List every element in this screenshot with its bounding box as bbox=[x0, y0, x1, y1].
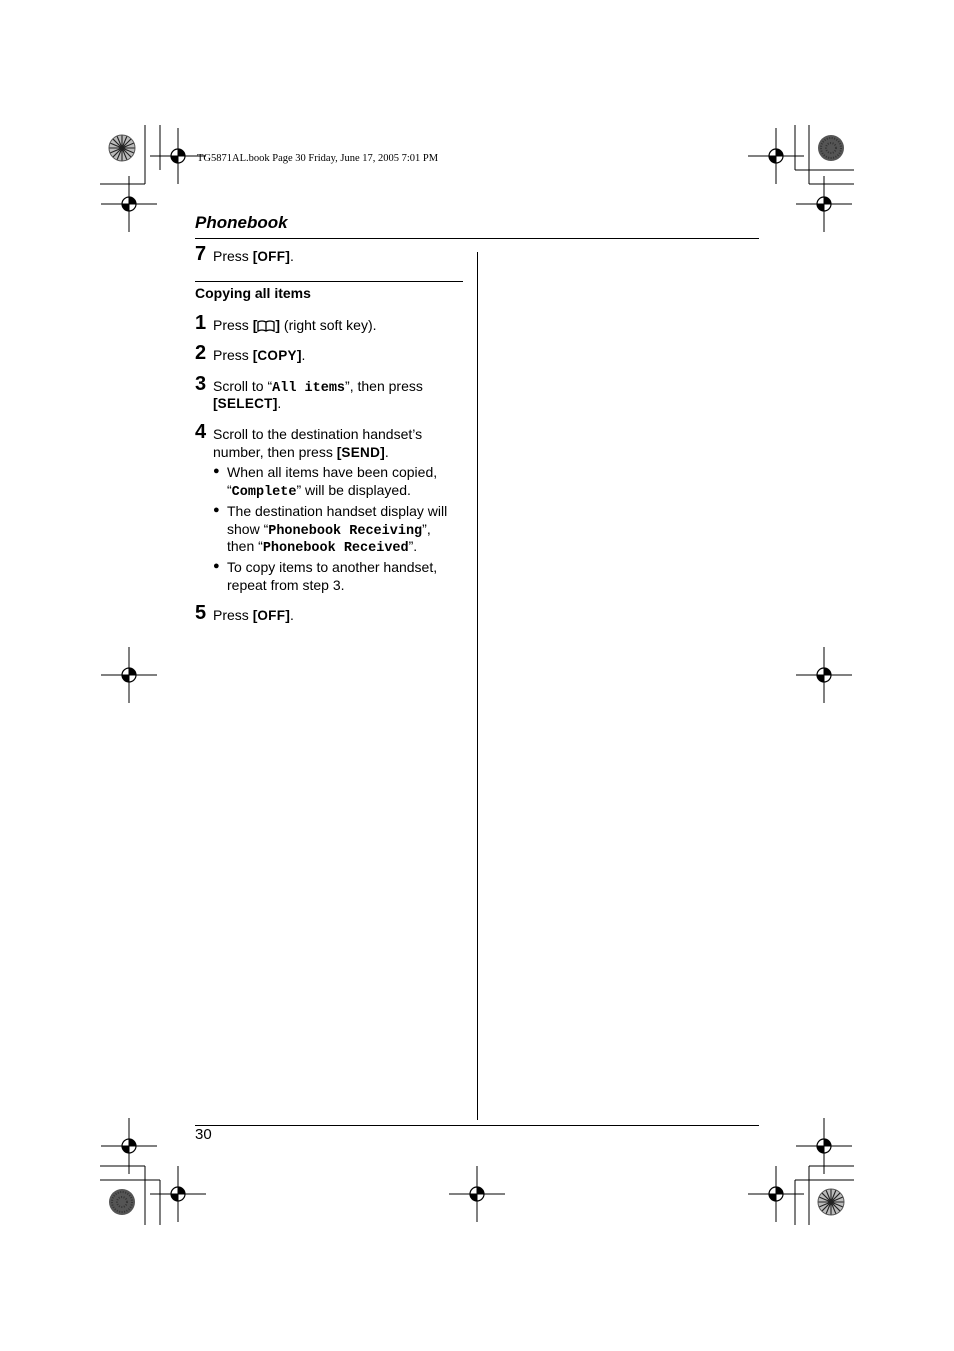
off-key: OFF bbox=[257, 249, 286, 264]
step-number: 3 bbox=[195, 373, 207, 395]
step-text: Press [ ] (right soft key). bbox=[213, 316, 377, 336]
bullet-text: When all items have been copied, bbox=[227, 464, 438, 480]
subsection-rule bbox=[195, 281, 463, 282]
off-key: OFF bbox=[257, 608, 286, 623]
bullet-text: “Complete” will be displayed. bbox=[227, 482, 411, 500]
display-text: Phonebook Receiving bbox=[268, 524, 423, 539]
step-text: Scroll to “All items”, then press bbox=[213, 378, 423, 396]
step-text: [SELECT]. bbox=[213, 395, 282, 411]
column-divider bbox=[477, 252, 478, 1120]
step-number: 2 bbox=[195, 342, 207, 364]
section-title: Phonebook bbox=[195, 213, 288, 232]
bullet-icon: ● bbox=[213, 465, 220, 477]
step-text: Press [OFF]. bbox=[213, 248, 294, 264]
display-text: Phonebook Received bbox=[262, 541, 409, 556]
step-number: 4 bbox=[195, 421, 207, 443]
step-text: Press [COPY]. bbox=[213, 347, 306, 363]
select-key: SELECT bbox=[217, 396, 273, 411]
step-text: number, then press [SEND]. bbox=[213, 444, 389, 460]
send-key: SEND bbox=[341, 445, 381, 460]
bullet-icon: ● bbox=[213, 560, 220, 572]
page-number: 30 bbox=[195, 1126, 212, 1143]
display-text: All items bbox=[272, 381, 346, 396]
copy-key: COPY bbox=[257, 348, 297, 363]
step-number: 7 bbox=[195, 243, 207, 265]
subsection-heading: Copying all items bbox=[195, 285, 311, 301]
phonebook-icon bbox=[257, 318, 275, 336]
footer-rule bbox=[195, 1125, 759, 1126]
bullet-text: The destination handset display will bbox=[227, 503, 448, 519]
step-number: 1 bbox=[195, 312, 207, 334]
step-text: Press [OFF]. bbox=[213, 607, 294, 623]
bullet-text: show “Phonebook Receiving”, bbox=[227, 521, 431, 539]
print-info: TG5871AL.book Page 30 Friday, June 17, 2005 7:01 PM bbox=[197, 153, 439, 164]
bullet-text: repeat from step 3. bbox=[227, 577, 345, 593]
step-text: Scroll to the destination handset’s bbox=[213, 426, 423, 442]
step-number: 5 bbox=[195, 602, 207, 624]
header-rule bbox=[195, 238, 759, 239]
bullet-icon: ● bbox=[213, 504, 220, 516]
bullet-text: To copy items to another handset, bbox=[227, 559, 438, 575]
bullet-text: then “Phonebook Received”. bbox=[227, 538, 418, 556]
display-text: Complete bbox=[231, 485, 297, 500]
